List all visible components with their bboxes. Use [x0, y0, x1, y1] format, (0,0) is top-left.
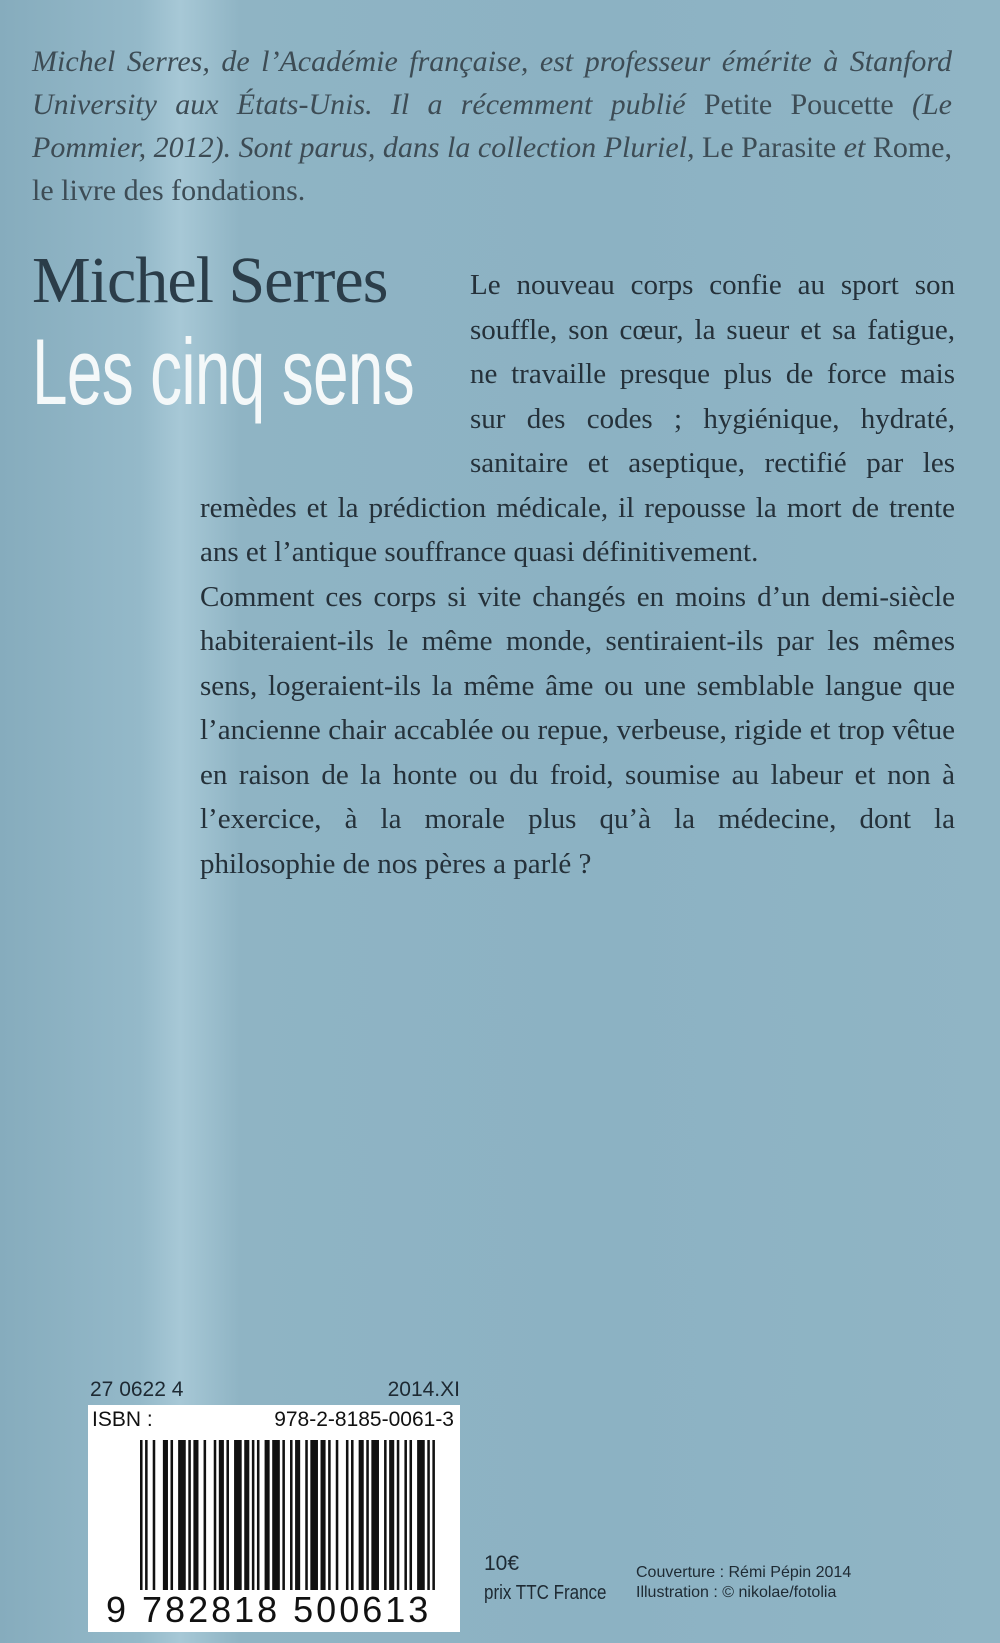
barcode-bar: [272, 1440, 280, 1590]
barcode-bar: [305, 1440, 308, 1590]
barcode-bar: [336, 1440, 339, 1590]
barcode-digits: 9 782818 500613: [106, 1589, 432, 1630]
barcode-bar: [427, 1440, 430, 1590]
bio-text-2: (Le Pommier, 2012). Sont parus, dans la collection Pluriel,: [32, 88, 953, 164]
blurb-paragraph-1: Le nouveau corps confie au sport son souffle, son cœur, la sueur et sa fatigue, ne travaille presque plus de force mais sur des codes ; hygiénique, hydraté, sanitaire et aseptique, rectifié par les remèdes et la prédiction médicale, il repousse la mort de trente ans et l’antique souffrance quasi définitivement.: [200, 269, 955, 568]
barcode-bar: [328, 1440, 331, 1590]
barcode-bar: [145, 1440, 148, 1590]
barcode-bar: [244, 1440, 249, 1590]
bio-conjunction: et: [836, 131, 873, 164]
barcode-bar: [366, 1440, 369, 1590]
author-name: Michel Serres: [32, 244, 388, 317]
barcode-bar: [371, 1440, 379, 1590]
barcode-bars: [140, 1440, 440, 1590]
barcode-bar: [417, 1440, 425, 1590]
barcode-bar: [163, 1440, 168, 1590]
credits: [636, 1563, 851, 1603]
price-amount: 10€: [484, 1552, 520, 1575]
barcode-bar: [171, 1440, 174, 1590]
illustration-credit: Illustration : © nikolae/fotolia: [636, 1584, 837, 1601]
barcode-bar: [257, 1440, 260, 1590]
barcode-bar: [234, 1440, 242, 1590]
isbn-row: [92, 1408, 454, 1432]
barcode-bar: [188, 1440, 191, 1590]
book-title: Les cinq sens: [32, 319, 415, 424]
barcode-box: [88, 1405, 460, 1632]
blurb: [200, 263, 955, 886]
barcode-bar: [404, 1440, 407, 1590]
barcode-bar: [193, 1440, 198, 1590]
barcode-bar: [346, 1440, 349, 1590]
cover-credit: Couverture : Rémi Pépin 2014: [636, 1564, 852, 1581]
bio-book-title-1: Petite Poucette: [703, 88, 894, 121]
barcode-bar: [384, 1440, 387, 1590]
barcode-bar: [282, 1440, 285, 1590]
barcode-bar: [153, 1440, 156, 1590]
barcode-bar: [226, 1440, 229, 1590]
publisher-codes: [90, 1378, 460, 1402]
barcode-bar: [214, 1440, 217, 1590]
barcode-bar: [140, 1440, 143, 1590]
barcode-bar: [290, 1440, 293, 1590]
barcode-bar: [432, 1440, 435, 1590]
bio-book-title-3: Rome, le livre des fondations.: [32, 131, 952, 207]
blurb-paragraph-2: Comment ces corps si vite changés en moins d’un demi-siècle habiteraient-ils le même monde, sentiraient-ils par les mêmes sens, logeraient-ils la même âme ou une semblable langue que l’ancienne chair accablée ou repue, verbeuse, rigide et trop vêtue en raison de la honte ou du froid, soumise au labeur et non à l’exercice, à la morale plus qu’à la médecine, dont la philosophie de nos pères a parlé ?: [200, 580, 955, 880]
barcode-bar: [359, 1440, 364, 1590]
barcode-bar: [204, 1440, 207, 1590]
barcode-bar: [252, 1440, 255, 1590]
price-block: [484, 1552, 628, 1605]
barcode-bar: [295, 1440, 300, 1590]
barcode-bar: [321, 1440, 326, 1590]
isbn-value: 978-2-8185-0061-3: [274, 1408, 454, 1431]
edition-code: 2014.XI: [387, 1378, 460, 1401]
barcode-bar: [310, 1440, 318, 1590]
author-bio: [32, 40, 952, 212]
barcode-bar: [219, 1440, 224, 1590]
barcode-bar: [397, 1440, 400, 1590]
isbn-label: ISBN :: [92, 1408, 153, 1431]
bio-text-1: Michel Serres, de l’Académie française, est professeur émérite à Stanford University aux États-Unis. Il a récemment publié: [32, 45, 952, 121]
barcode-bar: [409, 1440, 412, 1590]
internal-code: 27 0622 4: [90, 1378, 184, 1401]
barcode-bar: [265, 1440, 270, 1590]
barcode-bar: [389, 1440, 394, 1590]
blurb-float-spacer: [200, 263, 470, 485]
barcode-bar: [351, 1440, 354, 1590]
barcode-bar: [178, 1440, 186, 1590]
price-note: prix TTC France: [484, 1582, 607, 1604]
bio-book-title-2: Le Parasite: [702, 131, 837, 164]
